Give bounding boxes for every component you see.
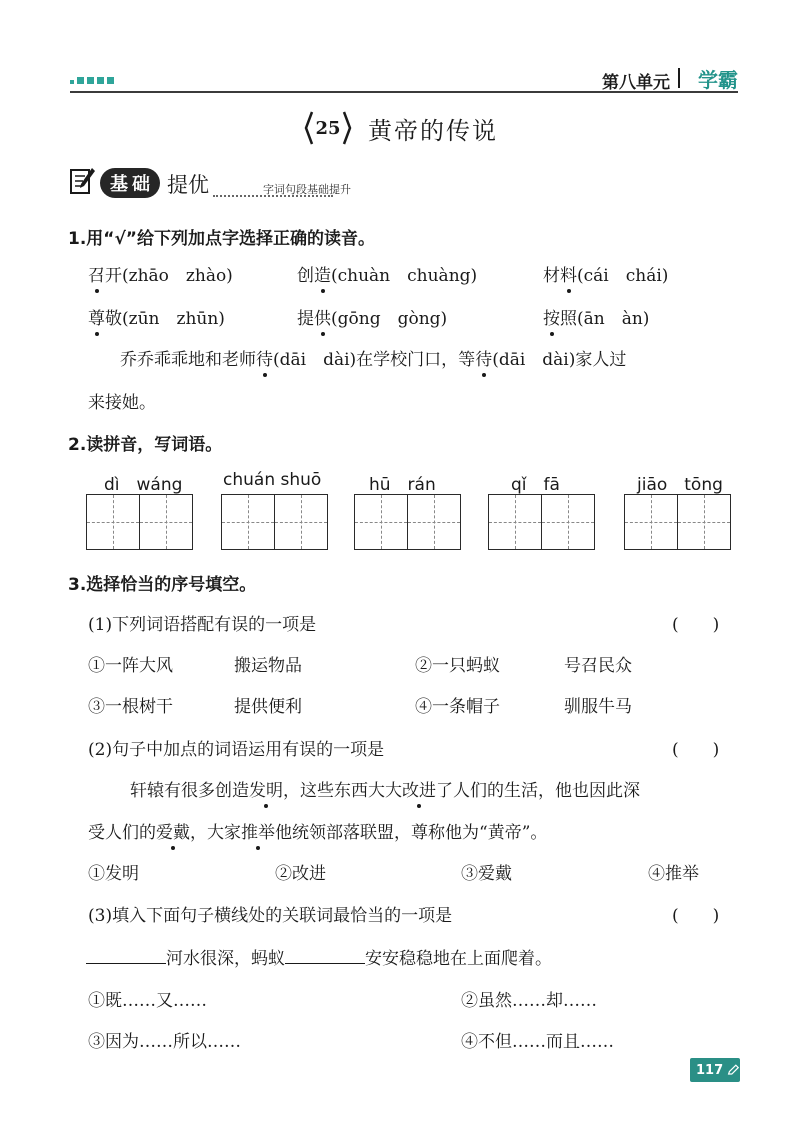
lesson-title-row <box>0 110 800 146</box>
pinyin-4: qǐ fā <box>511 475 560 495</box>
question-3-heading: 3.选择恰当的序号填空。 <box>68 575 257 595</box>
brand-logo: 学霸 <box>698 68 738 92</box>
q3-3-prompt: (3)填入下面句子横线处的关联词最恰当的一项是 <box>88 906 453 926</box>
q1-item-5: 提供(gōng gòng) <box>297 304 447 329</box>
lesson-badge <box>302 110 354 146</box>
header-divider <box>678 68 680 88</box>
page-number: 117 <box>696 1062 724 1078</box>
section-badge <box>100 168 160 198</box>
header-decoration <box>70 77 114 84</box>
writing-grid-3[interactable] <box>354 494 461 550</box>
page-number-badge <box>690 1058 740 1082</box>
question-1-heading: 1.用“√”给下列加点字选择正确的读音。 <box>68 229 375 249</box>
section-badge-char2: 础 <box>132 174 150 195</box>
q3-3-answer-paren[interactable]: ( ) <box>672 906 720 926</box>
section-badge-char1: 基 <box>110 174 128 195</box>
q1-sentence-line2: 来接她。 <box>88 393 156 413</box>
q1-item-2: 创造(chuàn chuàng) <box>297 261 477 286</box>
q3-2-option-2: ②改进 <box>275 864 326 884</box>
section-subtitle: 字词句段基础提升 <box>263 183 351 196</box>
q3-2-prompt: (2)句子中加点的词语运用有误的一项是 <box>88 740 385 760</box>
q3-2-option-3: ③爱戴 <box>461 864 512 884</box>
question-2-heading: 2.读拼音，写词语。 <box>68 435 223 455</box>
q1-item-3: 材料(cái chái) <box>543 261 668 286</box>
writing-grid-1[interactable] <box>86 494 193 550</box>
q3-3-option-2: ②虽然……却…… <box>461 991 597 1011</box>
pinyin-3: hū rán <box>369 475 436 495</box>
q3-1-option-1: ①一阵大风 <box>88 656 173 676</box>
pencil-notebook-icon <box>68 166 96 196</box>
pinyin-2: chuán shuō <box>223 470 322 490</box>
q1-item-4: 尊敬(zūn zhūn) <box>88 304 225 329</box>
q3-1-option-4b: 驯服牛马 <box>564 697 632 717</box>
q3-3-option-3: ③因为……所以…… <box>88 1032 241 1052</box>
q3-1-option-3b: 提供便利 <box>234 697 302 717</box>
q3-2-option-1: ①发明 <box>88 864 139 884</box>
q3-1-option-2b: 号召民众 <box>564 656 632 676</box>
q3-2-passage-line2: 受人们的爱戴，大家推举他统领部落联盟，尊称他为“黄帝”。 <box>88 818 547 843</box>
blank-2[interactable] <box>285 949 365 964</box>
lesson-title: 黄帝的传说 <box>368 116 498 145</box>
q3-1-prompt: (1)下列词语搭配有误的一项是 <box>88 615 317 635</box>
q3-2-answer-paren[interactable]: ( ) <box>672 740 720 760</box>
pencil-icon <box>727 1063 740 1077</box>
q3-1-option-2: ②一只蚂蚁 <box>415 656 500 676</box>
q3-2-option-4: ④推举 <box>648 864 699 884</box>
q1-item-1: 召开(zhāo zhào) <box>88 261 233 286</box>
q3-1-option-3: ③一根树干 <box>88 697 173 717</box>
q1-sentence-line1: 乔乔乖乖地和老师待(dāi dài)在学校门口，等待(dāi dài)家人过 <box>120 345 626 370</box>
writing-grid-5[interactable] <box>624 494 731 550</box>
q3-3-option-1: ①既……又…… <box>88 991 207 1011</box>
writing-grid-2[interactable] <box>221 494 328 550</box>
q3-1-option-1b: 搬运物品 <box>234 656 302 676</box>
writing-grid-4[interactable] <box>488 494 595 550</box>
lesson-number: 25 <box>315 117 341 139</box>
q1-item-6: 按照(ān àn) <box>543 304 649 329</box>
section-dotted-line <box>213 195 333 197</box>
q3-2-passage-line1: 轩辕有很多创造发明，这些东西大大改进了人们的生活，他也因此深 <box>130 776 640 801</box>
unit-label: 第八单元 <box>602 73 670 93</box>
q3-3-option-4: ④不但……而且…… <box>461 1032 614 1052</box>
section-title: 提优 <box>167 173 209 197</box>
pinyin-5: jiāo tōng <box>637 475 723 495</box>
q3-1-answer-paren[interactable]: ( ) <box>672 615 720 635</box>
q3-1-option-4: ④一条帽子 <box>415 697 500 717</box>
q3-3-sentence: 河水很深，蚂蚁 安安稳稳地在上面爬着。 <box>86 944 552 969</box>
pinyin-1: dì wáng <box>104 475 183 495</box>
blank-1[interactable] <box>86 949 166 964</box>
